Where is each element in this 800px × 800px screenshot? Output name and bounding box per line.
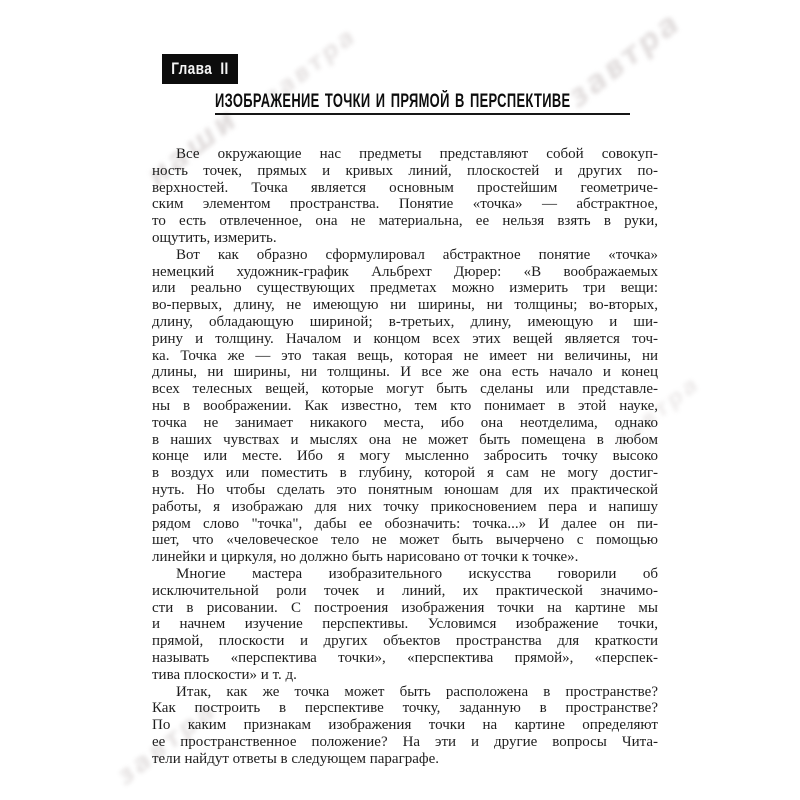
text-line: ским элементом пространства. Понятие «точка» — абстрактное, bbox=[152, 196, 658, 213]
text-line: По каким признакам изображения точки на картине определяют bbox=[152, 717, 658, 734]
body-text bbox=[152, 146, 658, 767]
text-line: всех телесных вещей, которые могут быть сделаны или представле- bbox=[152, 381, 658, 398]
text-line: прямой, плоскости и других объектов пространства для краткости bbox=[152, 633, 658, 650]
text-line: длину, обладающую шириной; в-третьих, длину, имеющую и ши- bbox=[152, 313, 658, 330]
chapter-label-box bbox=[162, 54, 238, 84]
text-line: ность точек, прямых и кривых линий, плоскостей и других по- bbox=[152, 162, 658, 179]
text-line: линейки и циркуля, но должно быть нарисовано от точки к точке». bbox=[152, 549, 579, 566]
watermark: завтра bbox=[258, 20, 363, 112]
text-line: Все окружающие нас предметы представляют собой совокуп- bbox=[176, 146, 658, 162]
text-line: в воздух или поместить в глубину, которой я сам не могу достиг- bbox=[152, 465, 658, 482]
text-line: Итак, как же точка может быть расположена в пространстве? bbox=[176, 683, 658, 700]
text-line: ны в воображении. Как известно, тем кто понимает в этой науке, bbox=[152, 397, 658, 414]
text-line: Как построить в перспективе точку, заданную в пространстве? bbox=[152, 700, 658, 717]
text-line: работы, я изображаю для них точку прикосновением пера и напишу bbox=[152, 498, 658, 515]
text-line: во-первых, длину, не имеющую ни ширины, ни толщины; во-вторых, bbox=[152, 297, 658, 314]
text-line: то есть отвлеченное, она не материальна, ее нельзя взять в руки, bbox=[152, 213, 658, 230]
text-line: ка. Точка же — это такая вещь, которая не имеет ни величины, ни bbox=[152, 347, 658, 364]
section-heading-text: ИЗОБРАЖЕНИЕ ТОЧКИ И ПРЯМОЙ В ПЕРСПЕКТИВЕ bbox=[215, 91, 571, 112]
text-line: рядом слово "точка", дабы ее обозначить: точка...» И далее он пи- bbox=[152, 515, 658, 532]
text-line: рину и толщину. Началом и концом всех этих вещей является точ- bbox=[152, 330, 658, 347]
watermark: завтра bbox=[111, 694, 224, 792]
text-line: Вот как образно сформулировал абстрактное понятие «точка» bbox=[176, 246, 658, 263]
text-line: шет, что «человеческое тело не может быть вычерчено с помощью bbox=[152, 532, 658, 549]
chapter-label: Глава II bbox=[171, 59, 229, 78]
text-line: нуть. Но чтобы сделать это понятным юношам для их практической bbox=[152, 481, 658, 498]
text-line: точка не занимает никакого места, ибо она неотделима, однако bbox=[152, 414, 658, 431]
watermark: наши bbox=[140, 101, 246, 194]
text-line: ее пространственное положение? На эти и другие вопросы Чита- bbox=[152, 733, 658, 750]
text-line: исключительной роли точек и линий, их практической значимо- bbox=[152, 582, 658, 599]
text-line: в наших чувствах и мыслях она не может быть помещена в любом bbox=[152, 431, 658, 448]
text-line: длины, ни ширины, ни толщины. И все же она есть начало и конец bbox=[152, 364, 658, 381]
text-line: тива плоскости» и т. д. bbox=[152, 666, 297, 683]
text-line: сти в рисовании. С построения изображения точки на картине мы bbox=[152, 599, 658, 616]
text-line: немецкий художник-график Альбрехт Дюрер: «В воображаемых bbox=[152, 263, 658, 280]
text-line: тели найдут ответы в следующем параграфе. bbox=[152, 750, 440, 767]
text-line: или реально существующих предметах можно измерить три вещи: bbox=[152, 280, 658, 297]
section-heading bbox=[215, 90, 630, 115]
text-line: и начнем изучение перспективы. Условимся изображение точки, bbox=[152, 616, 658, 633]
text-line: ощутить, измерить. bbox=[152, 229, 277, 246]
watermark: завтра bbox=[561, 4, 689, 115]
text-line: верхностей. Точка является основным простейшим геометриче- bbox=[152, 179, 658, 196]
watermark: завтра bbox=[609, 370, 706, 455]
text-line: Многие мастера изобразительного искусства говорили об bbox=[176, 565, 658, 582]
text-line: конце или месте. Ибо я могу мысленно забросить точку высоко bbox=[152, 448, 658, 465]
text-line: называть «перспектива точки», «перспектива прямой», «перспек- bbox=[152, 649, 658, 666]
